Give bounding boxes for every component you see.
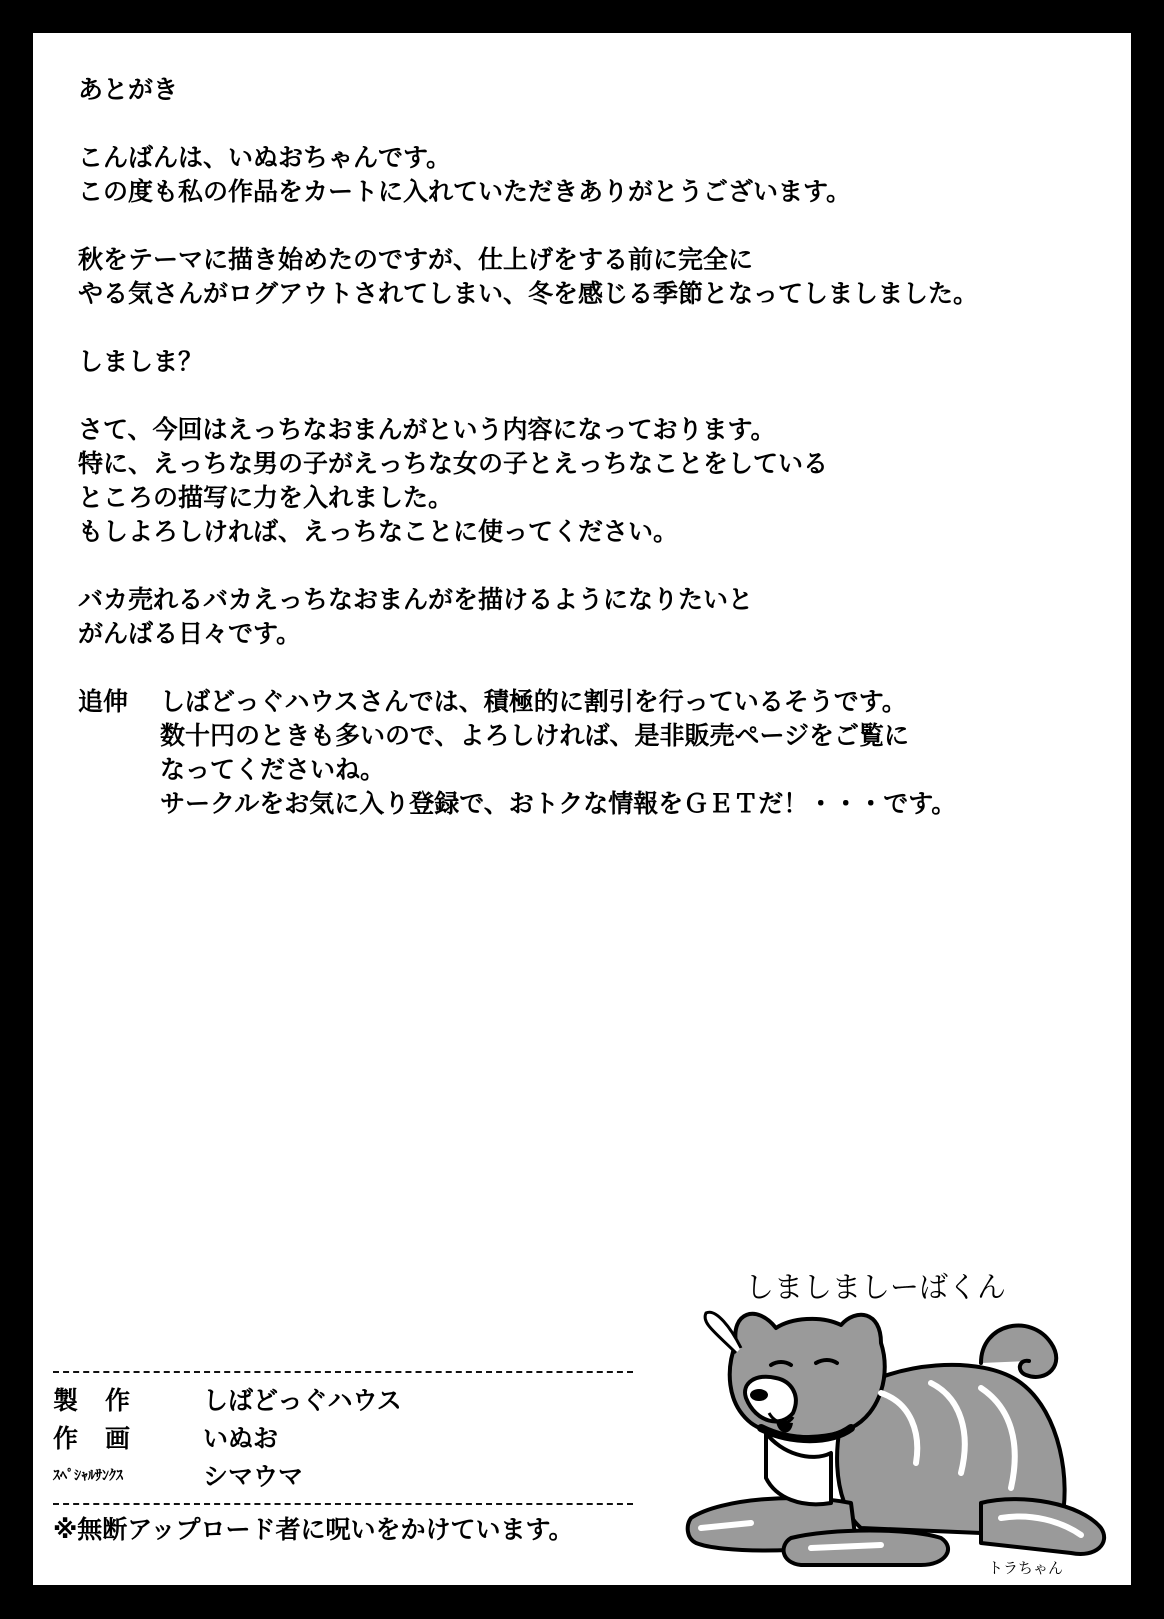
dashed-divider xyxy=(53,1371,633,1373)
credit-name: いぬお xyxy=(203,1423,279,1453)
postscript-line: しばどっぐハウスさんでは、積極的に割引を行っているそうです。 xyxy=(160,687,907,716)
afterword-heading: あとがき xyxy=(78,75,179,104)
shiba-dog-illustration xyxy=(681,1303,1131,1583)
upload-warning: ※無断アップロード者に呪いをかけています。 xyxy=(53,1515,574,1544)
postscript-label: 追伸 xyxy=(78,687,129,716)
postscript-line: なってくださいね。 xyxy=(160,755,386,784)
greeting-line: この度も私の作品をカートに入れていただきありがとうございます。 xyxy=(78,177,852,206)
postscript-line: サークルをお気に入り登録で、おトクな情報をＧＥＴだ！・・・です。 xyxy=(160,789,957,818)
postscript xyxy=(78,685,1108,821)
paragraph-line: 秋をテーマに描き始めたのですが、仕上げをする前に完全に xyxy=(78,245,754,274)
credits-block xyxy=(53,1363,673,1546)
credit-role: ｽﾍﾟｼｬﾙｻﾝｸｽ xyxy=(53,1467,123,1484)
afterword-text xyxy=(78,73,1108,821)
dashed-divider xyxy=(53,1503,633,1505)
paragraph-line: もしよろしければ、えっちなことに使ってください。 xyxy=(78,517,679,546)
paragraph-line: がんばる日々です。 xyxy=(78,619,302,648)
credit-role: 作 画 xyxy=(53,1423,132,1453)
afterword-page xyxy=(33,33,1131,1585)
paragraph-line: しましま？ xyxy=(78,347,204,376)
artist-signature: トラちゃん xyxy=(988,1559,1064,1577)
credit-role: 製 作 xyxy=(53,1385,132,1415)
credit-row xyxy=(53,1419,673,1457)
paragraph-line: ところの描写に力を入れました。 xyxy=(78,483,454,512)
postscript-line: 数十円のときも多いので、よろしければ、是非販売ページをご覧に xyxy=(160,721,910,750)
paragraph-line: やる気さんがログアウトされてしまい、冬を感じる季節となってしましました。 xyxy=(78,279,979,308)
paragraph-line: バカ売れるバカえっちなおまんがを描けるようになりたいと xyxy=(78,585,754,614)
credit-name: シマウマ xyxy=(203,1461,304,1491)
greeting-line: こんばんは、いぬおちゃんです。 xyxy=(78,143,452,172)
credit-row xyxy=(53,1457,673,1495)
credit-name: しばどっぐハウス xyxy=(203,1385,402,1415)
paragraph-line: 特に、えっちな男の子がえっちな女の子とえっちなことをしている xyxy=(78,449,829,478)
credit-row xyxy=(53,1381,673,1419)
paragraph-line: さて、今回はえっちなおまんがという内容になっております。 xyxy=(78,415,776,444)
illustration-caption: しましましーばくん xyxy=(745,1270,1007,1304)
